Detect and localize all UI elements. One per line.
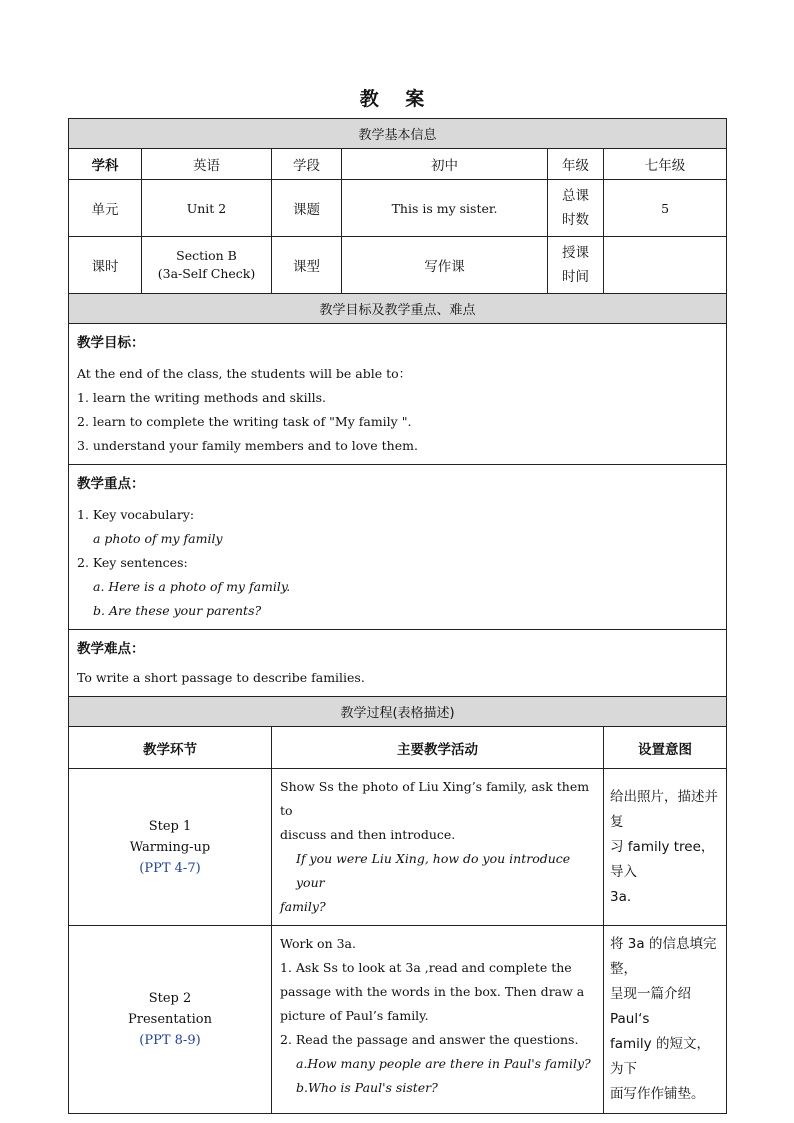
- subject-label: 学科: [69, 149, 142, 180]
- topic-label: 课题: [272, 180, 342, 237]
- step-2-stage: Step 2 Presentation (PPT 8-9): [69, 926, 272, 1114]
- key-points-section: [69, 465, 727, 630]
- grade-label: 年级: [548, 149, 604, 180]
- basic-info-header: 教学基本信息: [69, 119, 727, 149]
- subject-value: 英语: [142, 149, 272, 180]
- step-1-stage: Step 1 Warming-up (PPT 4-7): [69, 769, 272, 926]
- objectives-section: [69, 324, 727, 465]
- lesson-type-value: 写作课: [342, 237, 548, 294]
- stage-label: 学段: [272, 149, 342, 180]
- objective-line: At the end of the class, the students will be able to：: [77, 366, 412, 381]
- total-hours-label: 总课 时数: [548, 180, 604, 237]
- col-activity-header: 主要教学活动: [272, 727, 604, 769]
- lesson-type-label: 课型: [272, 237, 342, 294]
- key-vocab-item: a photo of my family: [93, 531, 223, 546]
- difficulties-section: [69, 630, 727, 697]
- objective-line: 3. understand your family members and to love them.: [77, 438, 418, 453]
- step-2-activity: Work on 3a. 1. Ask Ss to look at 3a ,read and complete the passage with the words in the box. Then draw a picture of Paul’s family. 2. Read the passage and answer the questions. a.How many people are there in Paul's family? b.Who is Paul's sister?: [272, 926, 604, 1114]
- objective-line: 2. learn to complete the writing task of "My family ".: [77, 414, 412, 429]
- class-time-value: [604, 237, 727, 294]
- period-value: Section B (3a-Self Check): [142, 237, 272, 294]
- objectives-header: 教学目标及教学重点、难点: [69, 294, 727, 324]
- lesson-plan-table: [68, 118, 727, 1114]
- step-1-activity: Show Ss the photo of Liu Xing’s family, ask them to discuss and then introduce. If you were Liu Xing, how do you introduce your family?: [272, 769, 604, 926]
- col-intent-header: 设置意图: [604, 727, 727, 769]
- grade-value: 七年级: [604, 149, 727, 180]
- key-sentences-label: 2. Key sentences:: [77, 555, 188, 570]
- key-sentence-a: a. Here is a photo of my family.: [93, 579, 291, 594]
- unit-value: Unit 2: [142, 180, 272, 237]
- unit-label: 单元: [69, 180, 142, 237]
- process-header: 教学过程(表格描述): [69, 697, 727, 727]
- objective-line: 1. learn the writing methods and skills.: [77, 390, 326, 405]
- objectives-title: 教学目标：: [77, 335, 145, 351]
- step-1-intent: 给出照片，描述并复 习 family tree，导入 3a.: [604, 769, 727, 926]
- step-2-intent: 将 3a 的信息填完整， 呈现一篇介绍 Paul‘s family 的短文，为下 面写作作铺垫。: [604, 926, 727, 1114]
- period-label: 课时: [69, 237, 142, 294]
- key-points-title: 教学重点：: [77, 476, 145, 492]
- difficulties-text: To write a short passage to describe families.: [77, 670, 365, 685]
- class-time-label: 授课 时间: [548, 237, 604, 294]
- page-title: 教 案: [359, 88, 435, 110]
- total-hours-value: 5: [604, 180, 727, 237]
- col-stage-header: 教学环节: [69, 727, 272, 769]
- topic-value: This is my sister.: [342, 180, 548, 237]
- difficulties-title: 教学难点：: [77, 641, 145, 657]
- key-vocab-label: 1. Key vocabulary:: [77, 507, 195, 522]
- key-sentence-b: b. Are these your parents?: [93, 603, 262, 618]
- stage-value: 初中: [342, 149, 548, 180]
